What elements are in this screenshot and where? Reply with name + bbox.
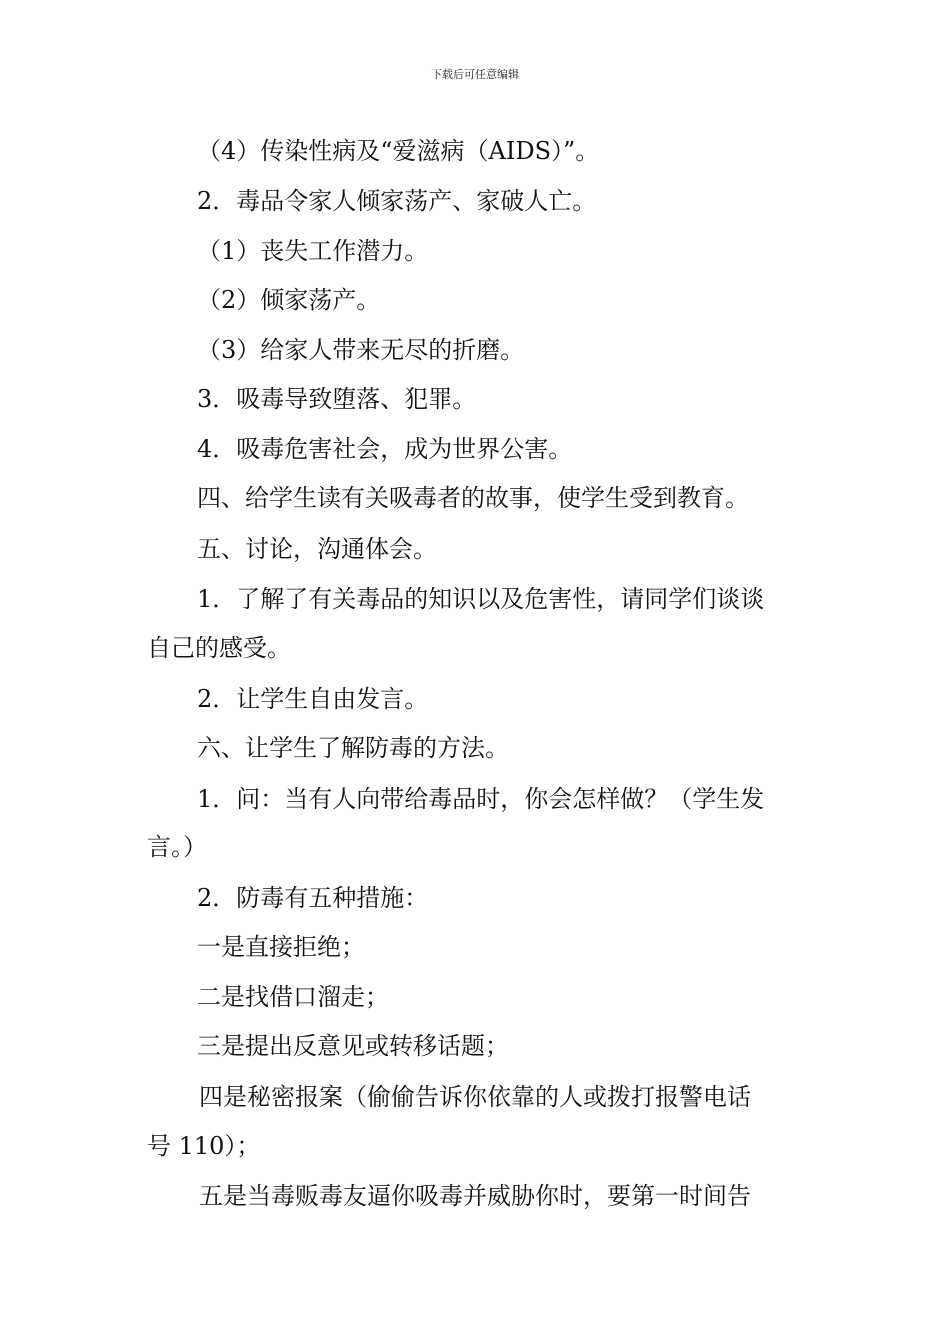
text-line: 4．吸毒危害社会，成为世界公害。 [197, 435, 573, 463]
text-line: （2）倾家荡产。 [197, 286, 381, 314]
text-line: （3）给家人带来无尽的折磨。 [197, 336, 525, 364]
text-line: 号 110）； [147, 1132, 261, 1160]
text-line: 五、讨论，沟通体会。 [197, 535, 437, 563]
text-line: 四、给学生读有关吸毒者的故事，使学生受到教育。 [197, 484, 749, 512]
text-line: 1．了解了有关毒品的知识以及危害性，请同学们谈谈 [197, 585, 765, 613]
text-line: 三是提出反意见或转移话题； [197, 1032, 509, 1060]
text-line: 五是当毒贩毒友逼你吸毒并威胁你时，要第一时间告 [199, 1182, 751, 1210]
text-line: 3．吸毒导致堕落、犯罪。 [197, 385, 477, 413]
text-line: 二是找借口溜走； [197, 983, 389, 1011]
text-line: 言。） [147, 833, 207, 861]
text-line: （4）传染性病及“爱滋病（AIDS）”。 [197, 137, 600, 165]
text-line: 四是秘密报案（偷偷告诉你依靠的人或拨打报警电话 [199, 1083, 751, 1111]
text-line: 2．毒品令家人倾家荡产、家破人亡。 [197, 187, 597, 215]
text-line: （1）丧失工作潜力。 [197, 237, 429, 265]
text-line: 六、让学生了解防毒的方法。 [197, 734, 509, 762]
text-line: 一是直接拒绝； [197, 933, 365, 961]
text-line: 2．让学生自由发言。 [197, 685, 429, 713]
page-header: 下载后可任意编辑 [431, 68, 519, 81]
text-line: 1．问：当有人向带给毒品时，你会怎样做？（学生发 [197, 785, 765, 813]
text-line: 2．防毒有五种措施： [197, 884, 429, 912]
text-line: 自己的感受。 [147, 634, 291, 662]
